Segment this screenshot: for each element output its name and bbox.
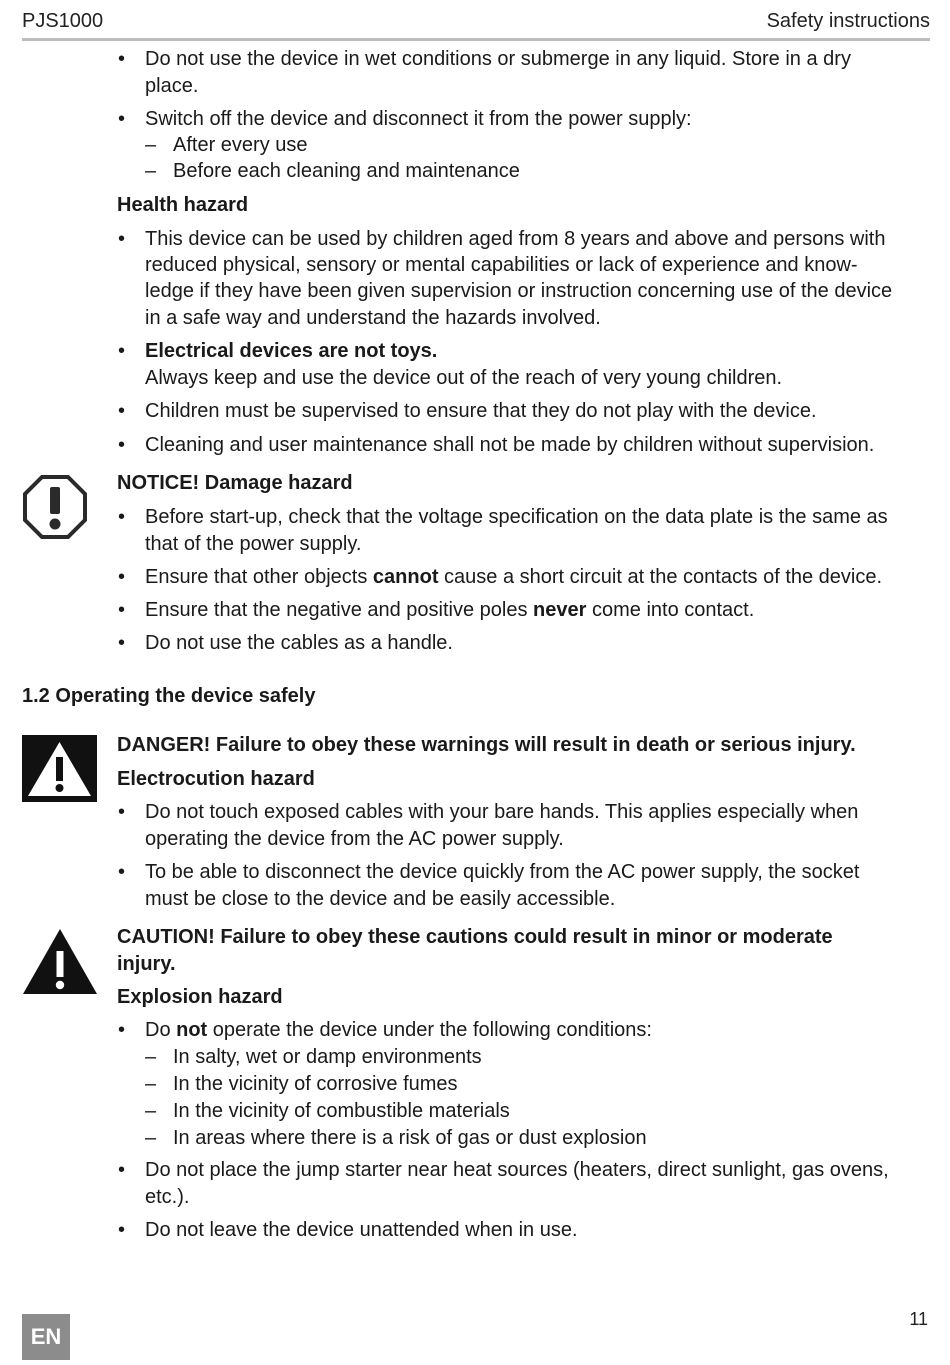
- bullet-icon: •: [118, 48, 126, 70]
- language-badge: EN: [22, 1314, 70, 1360]
- text-line: Switch off the device and disconnect it from the power supply:: [145, 108, 692, 130]
- text-line: place.: [145, 75, 199, 97]
- text-line: in a safe way and understand the hazards involved.: [145, 307, 601, 329]
- bullet-icon: •: [118, 400, 126, 422]
- text-line: This device can be used by children aged from 8 years and above and persons with: [145, 228, 886, 250]
- bullet-icon: •: [118, 632, 126, 654]
- text-line: operating the device from the AC power supply.: [145, 828, 564, 850]
- product-name: PJS1000: [22, 10, 104, 32]
- bullet-icon: •: [118, 1159, 126, 1181]
- text-line: Do not use the device in wet conditions or submerge in any liquid. Store in a dry: [145, 48, 851, 70]
- health-heading: Health hazard: [117, 194, 249, 216]
- bullet-icon: •: [118, 1019, 126, 1041]
- danger-warning-icon: [22, 735, 97, 802]
- dash-icon: –: [145, 1127, 157, 1149]
- bullet-icon: •: [118, 228, 126, 250]
- text-line: In the vicinity of combustible materials: [173, 1100, 510, 1122]
- dash-icon: –: [145, 134, 157, 156]
- text-line: Do not leave the device unattended when in use.: [145, 1219, 578, 1241]
- notice-heading: NOTICE! Damage hazard: [117, 472, 353, 494]
- dash-icon: –: [145, 1073, 157, 1095]
- text-line: etc.).: [145, 1186, 190, 1208]
- caution-heading-cont: injury.: [117, 953, 176, 975]
- page-header: [22, 8, 930, 41]
- text-line: To be able to disconnect the device quickly from the AC power supply, the socket: [145, 861, 860, 883]
- text-line: In salty, wet or damp environments: [173, 1046, 482, 1068]
- bullet-icon: •: [118, 566, 126, 588]
- text-line: reduced physical, sensory or mental capabilities or lack of experience and know-: [145, 254, 858, 276]
- caution-subheading: Explosion hazard: [117, 986, 283, 1008]
- section-title: 1.2 Operating the device safely: [22, 685, 316, 707]
- text-line: must be close to the device and be easily accessible.: [145, 888, 616, 910]
- bullet-icon: •: [118, 108, 126, 130]
- text-line: Electrical devices are not toys.: [145, 340, 438, 362]
- text-line: Do not use the cables as a handle.: [145, 632, 453, 654]
- notice-octagon-icon: [22, 474, 88, 540]
- text-line: Do not place the jump starter near heat sources (heaters, direct sunlight, gas ovens,: [145, 1159, 889, 1181]
- danger-heading: DANGER! Failure to obey these warnings will result in death or serious injury.: [117, 734, 856, 756]
- dash-icon: –: [145, 160, 157, 182]
- dash-icon: –: [145, 1100, 157, 1122]
- caution-heading: CAUTION! Failure to obey these cautions could result in minor or moderate: [117, 926, 833, 948]
- bullet-icon: •: [118, 340, 126, 362]
- text-line: Before each cleaning and maintenance: [173, 160, 520, 182]
- text-line: Do not touch exposed cables with your bare hands. This applies especially when: [145, 801, 859, 823]
- page-number: 11: [909, 1309, 928, 1329]
- text-line: Always keep and use the device out of the reach of very young children.: [145, 367, 783, 389]
- danger-subheading: Electrocution hazard: [117, 768, 315, 790]
- text-line: Children must be supervised to ensure that they do not play with the device.: [145, 400, 817, 422]
- section-name: Safety instructions: [766, 10, 930, 32]
- text-line: Before start-up, check that the voltage specification on the data plate is the same as: [145, 506, 888, 528]
- bullet-icon: •: [118, 599, 126, 621]
- text-line: Ensure that the negative and positive poles never come into contact.: [145, 599, 755, 621]
- dash-icon: –: [145, 1046, 157, 1068]
- bullet-icon: •: [118, 801, 126, 823]
- bullet-icon: •: [118, 861, 126, 883]
- text-line: that of the power supply.: [145, 533, 362, 555]
- text-line: Ensure that other objects cannot cause a short circuit at the contacts of the device.: [145, 566, 883, 588]
- bullet-icon: •: [118, 434, 126, 456]
- text-line: In the vicinity of corrosive fumes: [173, 1073, 458, 1095]
- bullet-icon: •: [118, 1219, 126, 1241]
- text-line: ledge if they have been given supervision or instruction concerning use of the device: [145, 280, 893, 302]
- text-line: Cleaning and user maintenance shall not be made by children without supervision.: [145, 434, 875, 456]
- text-line: Do not operate the device under the following conditions:: [145, 1019, 652, 1041]
- bullet-icon: •: [118, 506, 126, 528]
- text-line: In areas where there is a risk of gas or dust explosion: [173, 1127, 647, 1149]
- caution-warning-icon: [22, 927, 98, 995]
- text-line: After every use: [173, 134, 308, 156]
